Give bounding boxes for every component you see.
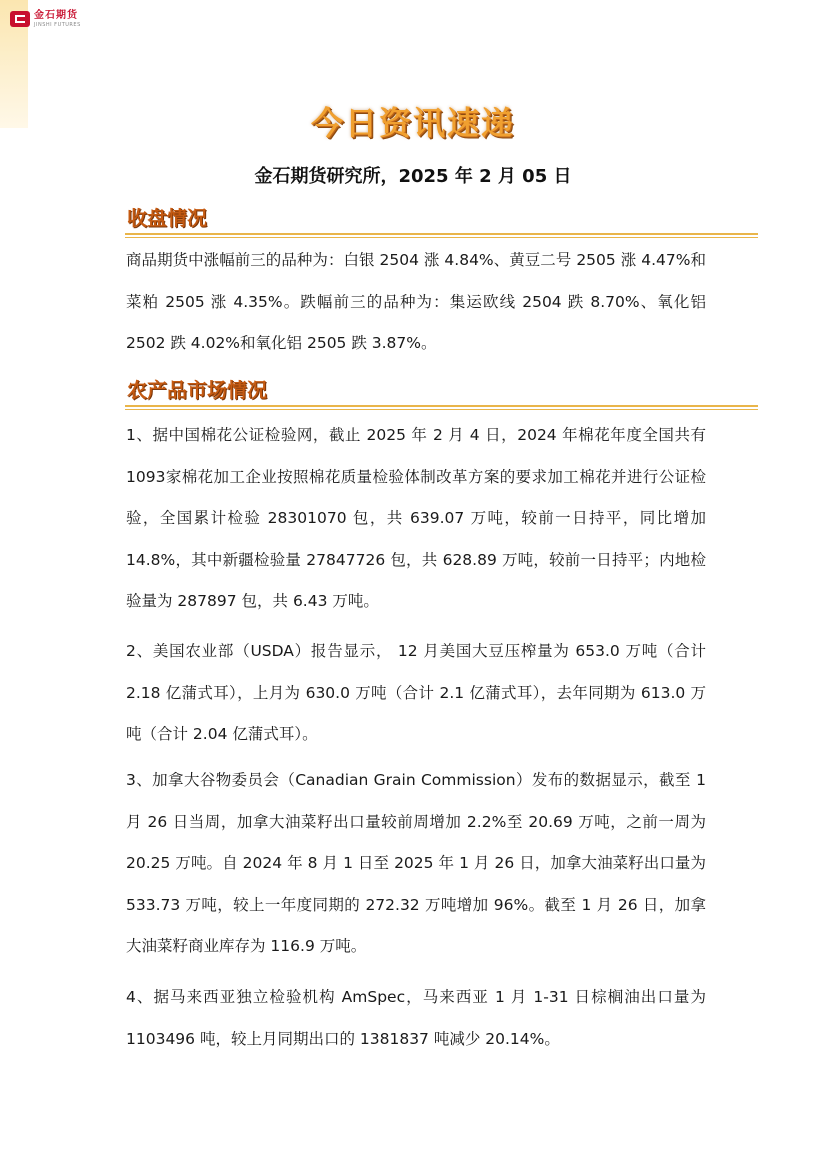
section-divider — [125, 237, 758, 238]
logo-mark-icon — [10, 11, 30, 27]
section-divider — [125, 409, 758, 410]
section-divider — [125, 233, 758, 235]
paragraph: 商品期货中涨幅前三的品种为：白银 2504 涨 4.84%、黄豆二号 2505 涨 4.47%和菜粕 2505 涨 4.35%。跌幅前三的品种为：集运欧线 2504 跌 8.70%、氧化铝 2502 跌 4.02%和氧化铝 2505 跌 3.87%。 — [126, 251, 706, 352]
paragraph: 1、据中国棉花公证检验网，截止 2025 年 2 月 4 日，2024 年棉花年度全国共有1093家棉花加工企业按照棉花质量检验体制改革方案的要求加工棉花并进行公证检验，全国累计检验 28301070 包，共 639.07 万吨，较前一日持平，同比增加 14.8%，其中新疆检验量 27847726 包，共 628.89 万吨，较前一日持平；内地检验量为 287897 包，共 6.43 万吨。 — [126, 426, 706, 610]
company-logo — [10, 8, 81, 30]
paragraph: 4、据马来西亚独立检验机构 AmSpec，马来西亚 1 月 1-31 日棕榈油出口量为 1103496 吨，较上月同期出口的 1381837 吨减少 20.14%。 — [126, 988, 706, 1048]
logo-name-cn: 金石期货 — [34, 9, 78, 21]
section-title: 收盘情况 — [127, 206, 207, 230]
logo-text — [34, 11, 81, 28]
section-divider — [125, 405, 758, 407]
page-title: 今日资讯速递 — [310, 104, 515, 142]
paragraph: 3、加拿大谷物委员会（Canadian Grain Commission）发布的数据显示，截至 1 月 26 日当周，加拿大油菜籽出口量较前周增加 2.2%至 20.69 万吨，之前一周为 20.25 万吨。自 2024 年 8 月 1 日至 2025 年 1 月 26 日，加拿大油菜籽出口量为 533.73 万吨，较上一年度同期的 272.32 万吨增加 96%。截至 1 月 26 日，加拿大油菜籽商业库存为 116.9 万吨。 — [126, 771, 706, 955]
paragraph: 2、美国农业部（USDA）报告显示， 12 月美国大豆压榨量为 653.0 万吨（合计 2.18 亿蒲式耳），上月为 630.0 万吨（合计 2.1 亿蒲式耳），去年同期为 613.0 万吨（合计 2.04 亿蒲式耳）。 — [126, 642, 706, 743]
section-title: 农产品市场情况 — [127, 378, 267, 402]
section-header-agri — [125, 374, 758, 410]
section-header-closing — [125, 202, 758, 238]
logo-name-en: JINSHI FUTURES — [34, 21, 81, 28]
page-subtitle: 金石期货研究所，2025 年 2 月 05 日 — [254, 166, 572, 187]
